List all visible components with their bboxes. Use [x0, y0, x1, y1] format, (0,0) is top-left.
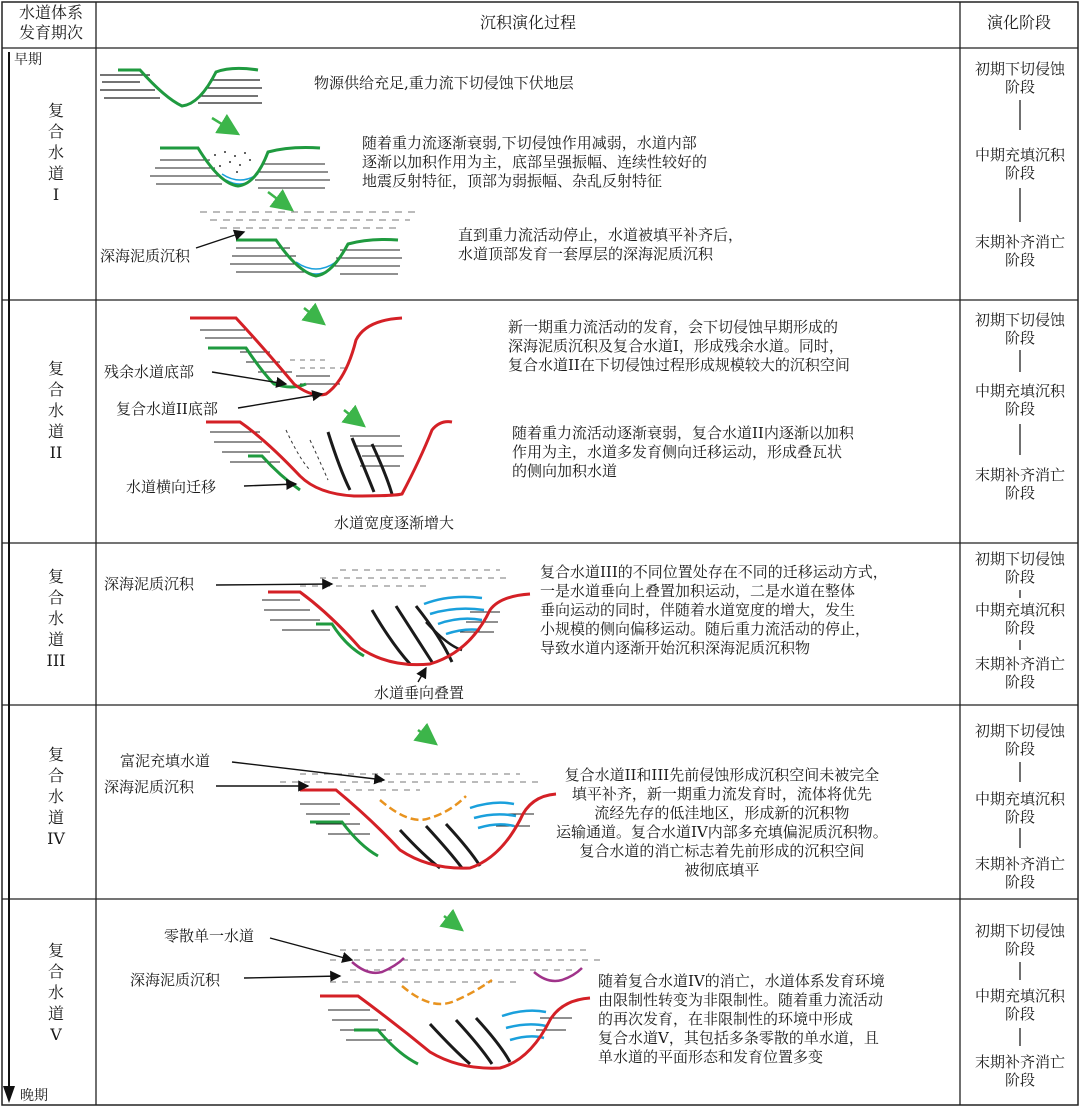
- stage-label: 中期充填沉积 阶段: [974, 146, 1065, 182]
- phase-4-char: IV: [47, 829, 65, 848]
- header-process: 沉积演化过程: [479, 13, 576, 32]
- label-scattered-channel: 零散单一水道: [164, 927, 255, 945]
- phase-3-char: III: [46, 651, 66, 670]
- label-lateral-migration: 水道横向迁移: [126, 478, 217, 496]
- phase-2-char: 道: [47, 422, 64, 441]
- stage-label: 末期补齐消亡 阶段: [974, 855, 1065, 891]
- stage-label: 初期下切侵蚀 阶段: [974, 922, 1065, 958]
- stage-label: 末期补齐消亡 阶段: [974, 655, 1065, 691]
- phase-3-char: 水: [47, 609, 64, 628]
- label-deep-sea-mud-3: 深海泥质沉积: [104, 575, 195, 593]
- label-channel-ii-base: 复合水道II底部: [116, 400, 218, 418]
- label-residual-channel-base: 残余水道底部: [104, 363, 195, 381]
- phase-4-char: 复: [47, 745, 64, 764]
- desc-1-1: 物源供给充足,重力流下切侵蚀下伏地层: [314, 74, 574, 92]
- timeline-early: 早期: [14, 52, 42, 68]
- stage-label: 初期下切侵蚀 阶段: [974, 311, 1065, 347]
- phase-1-char: 道: [47, 164, 64, 183]
- phase-3-char: 复: [47, 567, 64, 586]
- stage-label: 中期充填沉积 阶段: [974, 382, 1065, 418]
- stage-label: 末期补齐消亡 阶段: [974, 1053, 1065, 1089]
- stage-label: 中期充填沉积 阶段: [974, 987, 1065, 1023]
- stage-label: 初期下切侵蚀 阶段: [974, 550, 1065, 586]
- phase-1-char: I: [52, 185, 60, 204]
- label-deep-sea-mud-1: 深海泥质沉积: [100, 247, 191, 265]
- phase-4-char: 道: [47, 808, 64, 827]
- phase-5-char: 合: [47, 962, 64, 981]
- phase-2-char: 合: [47, 380, 64, 399]
- phase-5-char: 复: [47, 941, 64, 960]
- desc-2-2: 随着重力流活动逐渐衰弱，复合水道II内逐渐以加积 作用为主，水道多发育侧向迁移运动，形成叠瓦状 的侧向加积水道: [512, 424, 854, 480]
- phase-5-char: 道: [47, 1004, 64, 1023]
- phase-1-char: 复: [47, 101, 64, 120]
- phase-4-char: 合: [47, 766, 64, 785]
- timeline-late: 晚期: [20, 1088, 48, 1104]
- phase-2-char: II: [49, 443, 63, 462]
- phase-name-4: [44, 744, 68, 849]
- stage-label: 中期充填沉积 阶段: [974, 601, 1065, 637]
- label-width-increase: 水道宽度逐渐增大: [334, 514, 455, 532]
- header-stage: 演化阶段: [986, 13, 1051, 32]
- phase-5-char: V: [50, 1025, 62, 1044]
- phase-3-char: 合: [47, 588, 64, 607]
- label-mud-rich-fill: 富泥充填水道: [120, 752, 211, 770]
- header-col1-line2: 发育期次: [18, 23, 83, 42]
- desc-1-3: 直到重力流活动停止，水道被填平补齐后， 水道顶部发育一套厚层的深海泥质沉积: [458, 226, 744, 263]
- phase-2-char: 复: [47, 359, 64, 378]
- header-col1-line1: 水道体系: [18, 3, 83, 22]
- phase-name-2: [44, 358, 68, 463]
- stage-label: 末期补齐消亡 阶段: [974, 466, 1065, 502]
- phase-2-char: 水: [47, 401, 64, 420]
- phase-name-3: [44, 566, 68, 671]
- phase-3-char: 道: [47, 630, 64, 649]
- phase-4-char: 水: [47, 787, 64, 806]
- stage-label: 初期下切侵蚀 阶段: [974, 722, 1065, 758]
- stage-label: 末期补齐消亡 阶段: [974, 233, 1065, 269]
- phase-1-char: 水: [47, 143, 64, 162]
- desc-3-1: 复合水道III的不同位置处存在不同的迁移运动方式， 一是水道垂向上叠置加积运动，二是水道在整体 垂向运动的同时，伴随着水道宽度的增大，发生 小规模的侧向偏移运动。随后重力流活动的停止， 导致水道内逐渐开始沉积深海泥质沉积物: [540, 563, 888, 657]
- desc-4-1: 复合水道II和III先前侵蚀形成沉积空间未被完全 填平补齐，新一期重力流发育时，流体将优先 流经先存的低洼地区，形成新的沉积物 运输通道。复合水道IV内部多充填偏泥质沉积物。 复合水道的消亡标志着先前形成的沉积空间 被彻底填平: [556, 766, 888, 879]
- label-vertical-stacking: 水道垂向叠置: [374, 684, 465, 702]
- desc-5-1: 随着复合水道IV的消亡，水道体系发育环境 由限制性转变为非限制性。随着重力流活动 的再次发育，在非限制性的环境中形成 复合水道V，其包括多条零散的单水道，且 单水道的平面形态和发育位置多变: [598, 972, 885, 1066]
- phase-5-char: 水: [47, 983, 64, 1002]
- phase-name-1: [44, 100, 68, 205]
- label-deep-sea-mud-5: 深海泥质沉积: [130, 971, 221, 989]
- desc-2-1: 新一期重力流活动的发育，会下切侵蚀早期形成的 深海泥质沉积及复合水道I，形成残余水道。同时， 复合水道II在下切侵蚀过程形成规模较大的沉积空间: [508, 318, 850, 374]
- phase-name-5: [44, 940, 68, 1045]
- stage-label: 初期下切侵蚀 阶段: [974, 60, 1065, 96]
- phase-1-char: 合: [47, 122, 64, 141]
- header-col1: [8, 3, 94, 43]
- desc-1-2: 随着重力流逐渐衰弱,下切侵蚀作用减弱，水道内部 逐渐以加积作用为主，底部呈强振幅、连续性较好的 地震反射特征，顶部为弱振幅、杂乱反射特征: [362, 134, 708, 190]
- label-deep-sea-mud-4: 深海泥质沉积: [104, 778, 195, 796]
- stage-label: 中期充填沉积 阶段: [974, 790, 1065, 826]
